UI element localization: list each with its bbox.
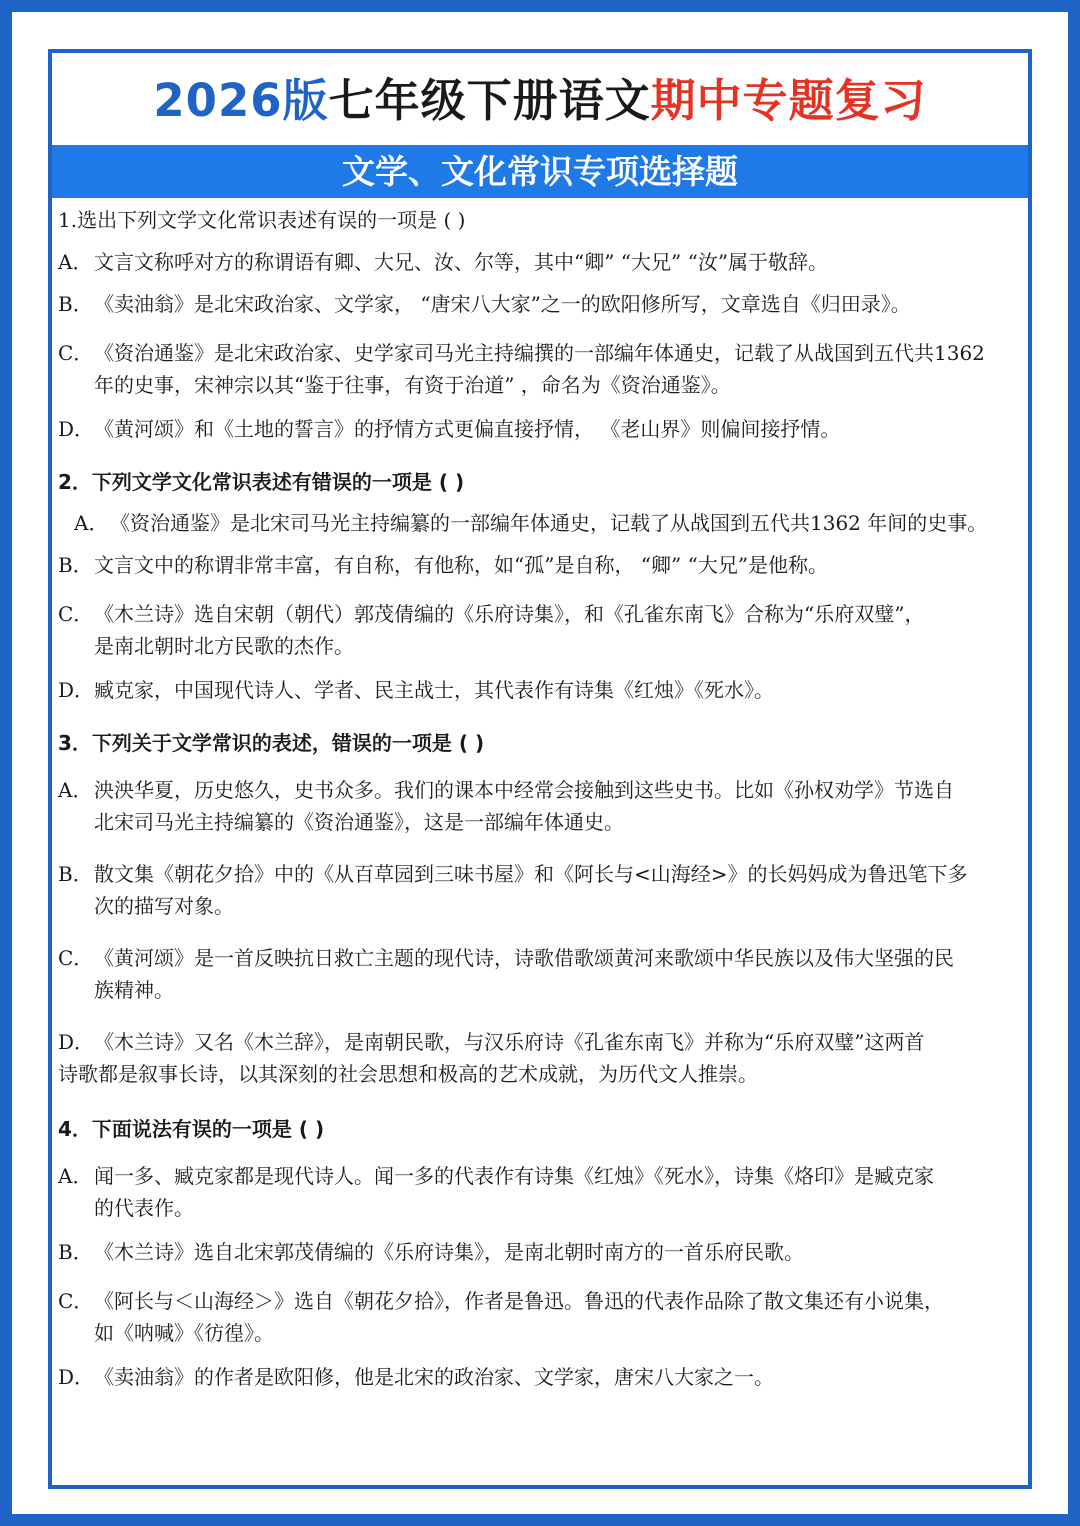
option-letter: B．: [58, 292, 93, 316]
section-banner: 文学、文化常识专项选择题: [52, 145, 1028, 198]
question-title: 3．下列关于文学常识的表述，错误的一项是 ( ): [58, 731, 485, 755]
option-a: [58, 507, 1024, 539]
option-c-continued: 族精神。: [94, 978, 174, 1002]
option-b: [58, 858, 1024, 890]
page-title: [52, 69, 1028, 133]
option-letter: C．: [58, 946, 94, 970]
title-main: 七年级下册语文: [328, 74, 651, 127]
option-d: [58, 674, 1024, 706]
question-title: 4．下面说法有误的一项是 ( ): [58, 1117, 325, 1141]
option-letter: D．: [58, 1365, 95, 1389]
option-letter: B．: [58, 1240, 93, 1264]
option-d-continued: 诗歌都是叙事长诗，以其深刻的社会思想和极高的艺术成就，为历代文人推崇。: [58, 1062, 758, 1086]
title-accent: 期中专题复习: [650, 74, 927, 127]
option-d: [58, 1026, 1024, 1058]
option-text: 《资治通鉴》是北宋政治家、史学家司马光主持编撰的一部编年体通史，记载了从战国到五代共1362: [94, 341, 985, 365]
option-c: [58, 598, 1024, 630]
option-letter: D．: [58, 1030, 95, 1054]
option-letter: A．: [58, 250, 93, 274]
option-a-continued: 的代表作。: [94, 1196, 194, 1220]
option-text: 《木兰诗》选自北宋郭茂倩编的《乐府诗集》，是南北朝时南方的一首乐府民歌。: [94, 1240, 804, 1264]
option-text: 臧克家，中国现代诗人、学者、民主战士，其代表作有诗集《红烛》《死水》。: [94, 678, 774, 702]
option-letter: A．: [58, 778, 93, 802]
option-b: [58, 1236, 1024, 1268]
question-2: [58, 467, 1024, 706]
option-letter: C．: [58, 341, 94, 365]
question-title: 1.选出下列文学文化常识表述有误的一项是 ( ): [58, 208, 466, 232]
option-letter: A．: [74, 511, 109, 535]
option-text: 闻一多、臧克家都是现代诗人。闻一多的代表作有诗集《红烛》《死水》，诗集《烙印》是臧克家: [94, 1164, 934, 1188]
question-list: [58, 205, 1024, 1393]
option-c-continued: 是南北朝时北方民歌的杰作。: [94, 634, 354, 658]
option-a: [58, 246, 1024, 278]
option-text: 《卖油翁》的作者是欧阳修，他是北宋的政治家、文学家，唐宋八大家之一。: [94, 1365, 774, 1389]
option-letter: B．: [58, 862, 93, 886]
option-c-continued: 年的史事，宋神宗以其“鉴于往事，有资于治道” ，命名为《资治通鉴》。: [94, 373, 731, 397]
option-text: 《黄河颂》是一首反映抗日救亡主题的现代诗，诗歌借歌颂黄河来歌颂中华民族以及伟大坚强的民: [94, 946, 954, 970]
option-letter: C．: [58, 1289, 94, 1313]
option-a: [58, 774, 1024, 806]
option-letter: C．: [58, 602, 94, 626]
option-c: [58, 942, 1024, 974]
question-4: [58, 1114, 1024, 1393]
option-d: [58, 1361, 1024, 1393]
option-c: [58, 337, 1024, 369]
option-b: [58, 549, 1024, 581]
option-text: 《资治通鉴》是北宋司马光主持编纂的一部编年体通史，记载了从战国到五代共1362 年间的史事。: [110, 511, 988, 535]
question-3: [58, 728, 1024, 1090]
option-text: 泱泱华夏，历史悠久，史书众多。我们的课本中经常会接触到这些史书。比如《孙权劝学》节选自: [94, 778, 954, 802]
question-title: 2．下列文学文化常识表述有错误的一项是 ( ): [58, 470, 465, 494]
option-letter: D．: [58, 417, 95, 441]
option-a: [58, 1160, 1024, 1192]
question-1: [58, 205, 1024, 445]
option-c: [58, 1285, 1024, 1317]
option-d: [58, 413, 1024, 445]
worksheet-panel: [48, 49, 1032, 1489]
option-c-continued: 如《呐喊》《彷徨》。: [94, 1321, 274, 1345]
option-text: 《卖油翁》是北宋政治家、文学家， “唐宋八大家”之一的欧阳修所写，文章选自《归田录》。: [94, 292, 911, 316]
option-a-continued: 北宋司马光主持编纂的《资治通鉴》，这是一部编年体通史。: [94, 810, 624, 834]
option-letter: A．: [58, 1164, 93, 1188]
option-text: 《木兰诗》又名《木兰辞》，是南朝民歌，与汉乐府诗《孔雀东南飞》并称为“乐府双璧”这两首: [94, 1030, 925, 1054]
option-text: 《阿长与＜山海经＞》选自《朝花夕拾》，作者是鲁迅。鲁迅的代表作品除了散文集还有小说集，: [94, 1289, 944, 1313]
option-letter: B．: [58, 553, 93, 577]
option-text: 《黄河颂》和《土地的誓言》的抒情方式更偏直接抒情， 《老山界》则偏间接抒情。: [94, 417, 841, 441]
option-text: 文言文中的称谓非常丰富，有自称，有他称，如“孤”是自称， “卿” “大兄”是他称。: [94, 553, 829, 577]
option-text: 《木兰诗》选自宋朝（朝代）郭茂倩编的《乐府诗集》，和《孔雀东南飞》合称为“乐府双璧”，: [94, 602, 925, 626]
title-year: 2026版: [153, 74, 329, 127]
option-text: 散文集《朝花夕拾》中的《从百草园到三味书屋》和《阿长与<山海经>》的长妈妈成为鲁迅笔下多: [94, 862, 968, 886]
option-text: 文言文称呼对方的称谓语有卿、大兄、汝、尔等，其中“卿” “大兄” “汝”属于敬辞。: [94, 250, 829, 274]
option-b: [58, 288, 1024, 320]
option-letter: D．: [58, 678, 95, 702]
option-b-continued: 次的描写对象。: [94, 894, 234, 918]
